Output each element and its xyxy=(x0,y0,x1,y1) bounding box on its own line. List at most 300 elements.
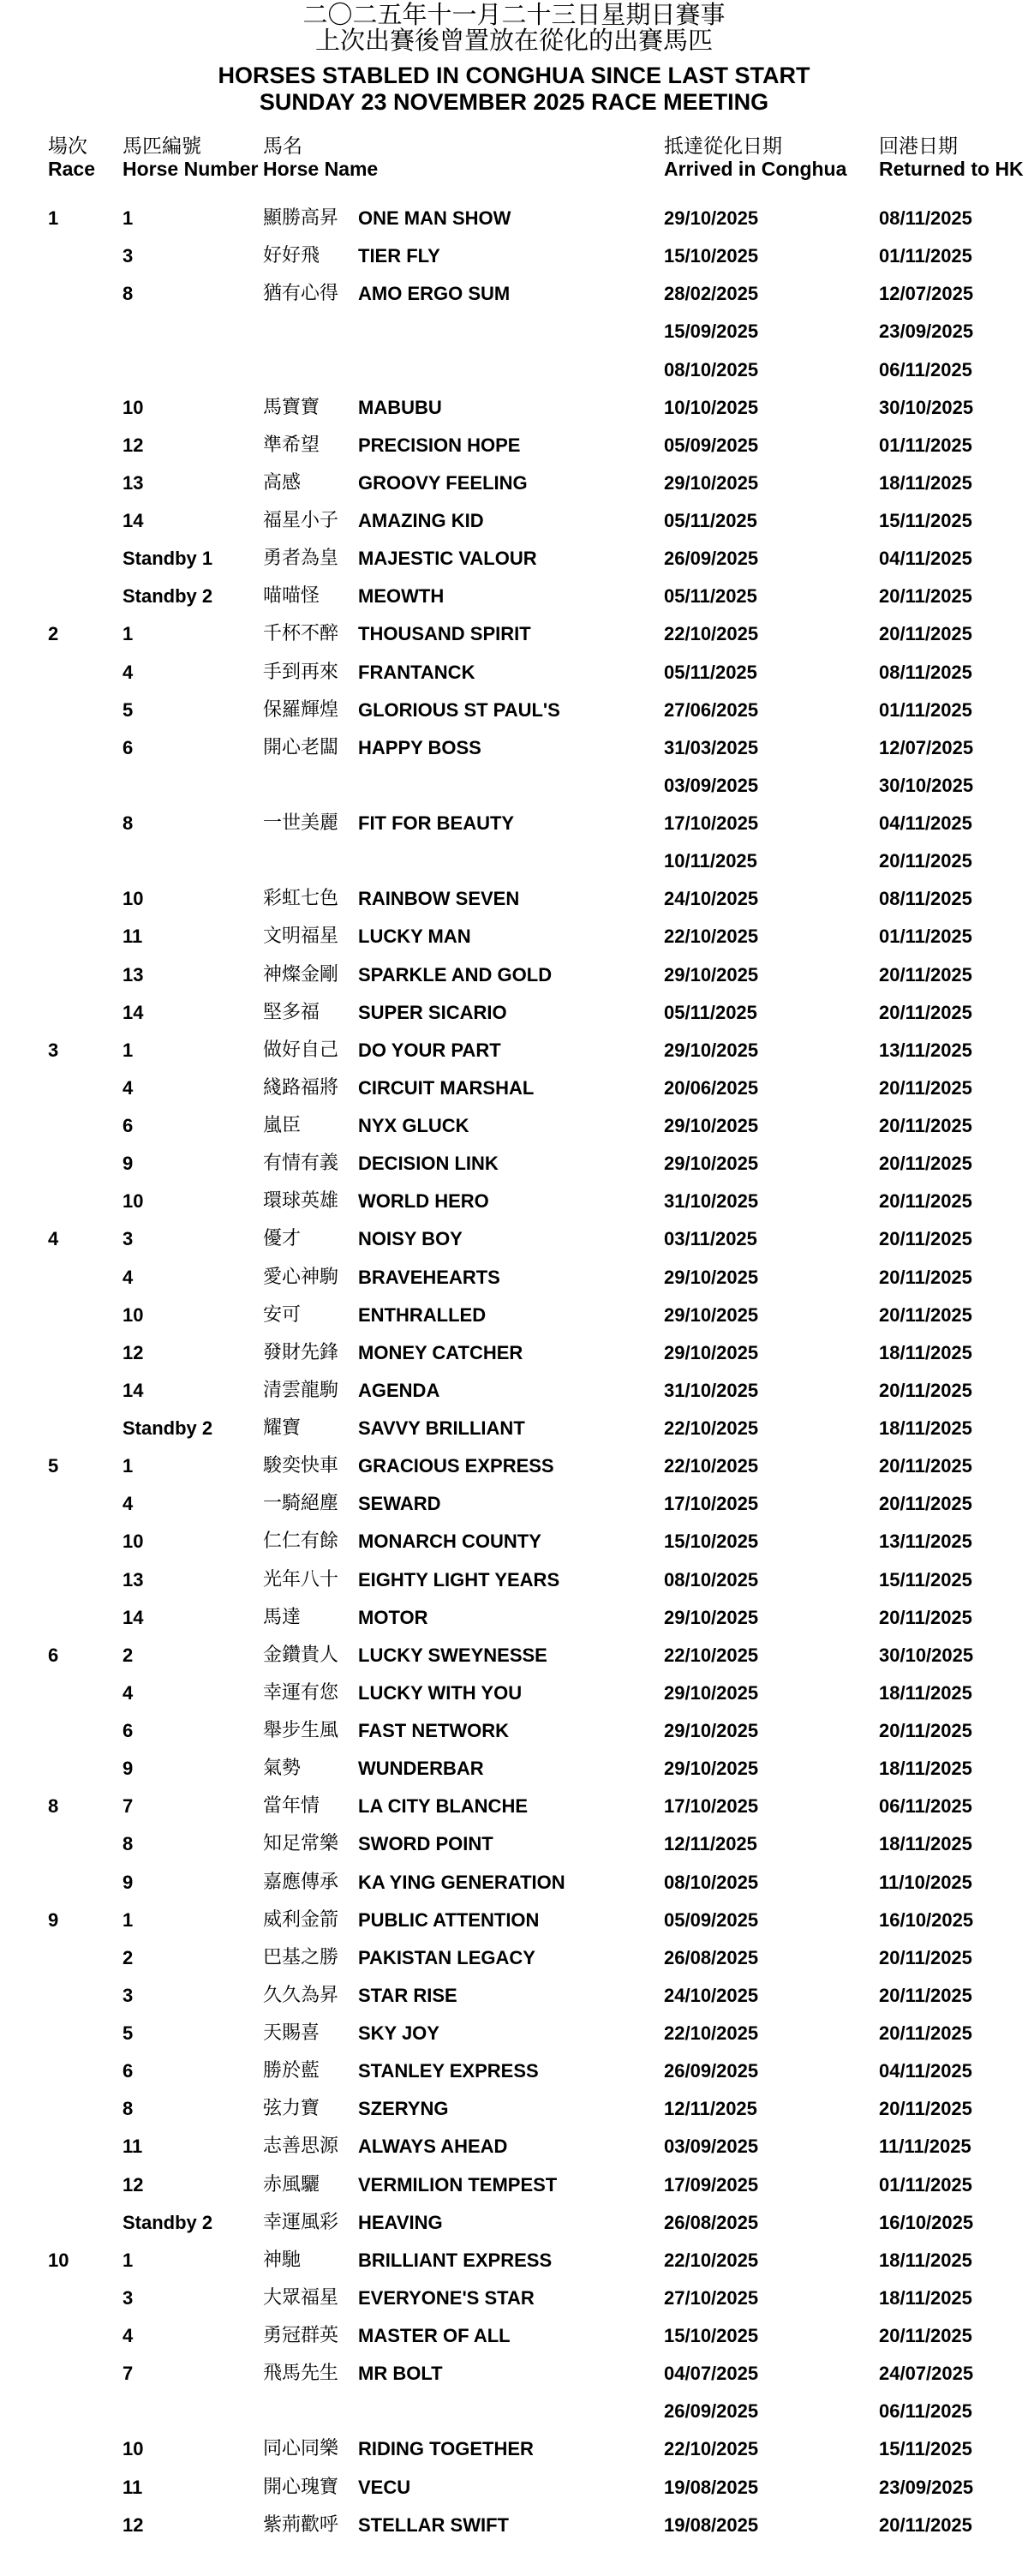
horse-name-en: TIER FLY xyxy=(358,245,440,267)
horse-name-zh: 一世美麗 xyxy=(263,812,339,834)
race-number: 10 xyxy=(48,2249,69,2271)
returned-date: 16/10/2025 xyxy=(879,1908,974,1931)
table-row xyxy=(0,1226,1028,1264)
arrived-date: 29/10/2025 xyxy=(664,471,759,494)
arrived-date: 31/10/2025 xyxy=(664,1379,759,1401)
table-row xyxy=(0,1303,1028,1340)
table-row xyxy=(0,2285,1028,2323)
horse-name-en: KA YING GENERATION xyxy=(358,1871,565,1893)
column-header-returned-zh: 回港日期 xyxy=(879,135,958,158)
horse-name-en: NYX GLUCK xyxy=(358,1115,469,1136)
arrived-date: 26/09/2025 xyxy=(664,548,759,570)
horse-name-zh: 開心老闆 xyxy=(263,736,339,758)
table-row xyxy=(0,1870,1028,1908)
horse-number: 1 xyxy=(123,2249,134,2271)
returned-date: 23/09/2025 xyxy=(879,2476,974,2498)
horse-name-en: BRAVEHEARTS xyxy=(358,1266,500,1288)
arrived-date: 31/03/2025 xyxy=(664,736,759,758)
horse-name-en: MABUBU xyxy=(358,396,442,418)
returned-date: 20/11/2025 xyxy=(879,2513,972,2536)
horse-number: 8 xyxy=(123,812,134,834)
arrived-date: 05/11/2025 xyxy=(664,661,757,683)
horse-name-en: LA CITY BLANCHE xyxy=(358,1795,528,1818)
horse-name-en: WUNDERBAR xyxy=(358,1758,484,1780)
horse-name-en: STANLEY EXPRESS xyxy=(358,2060,539,2082)
arrived-date: 29/10/2025 xyxy=(664,1341,759,1363)
returned-date: 23/09/2025 xyxy=(879,321,974,343)
horse-number: 1 xyxy=(123,207,134,229)
title-zh-line-2: 上次出賽後曾置放在從化的出賽馬匹 xyxy=(314,26,713,55)
table-row xyxy=(0,660,1028,698)
table-row xyxy=(0,962,1028,1000)
returned-date: 30/10/2025 xyxy=(879,1644,974,1666)
horse-number: 4 xyxy=(123,1266,134,1288)
returned-date: 11/10/2025 xyxy=(879,1871,972,1893)
horse-number: 12 xyxy=(123,2173,144,2196)
horse-name-zh: 文明福星 xyxy=(263,926,339,948)
arrived-date: 19/08/2025 xyxy=(664,2513,759,2536)
horse-name-zh: 手到再來 xyxy=(263,661,339,683)
arrived-date: 15/09/2025 xyxy=(664,321,759,343)
horse-name-zh: 神燦金剛 xyxy=(263,963,339,985)
table-row xyxy=(0,1000,1028,1038)
returned-date: 01/11/2025 xyxy=(879,926,972,948)
horse-name-en: RAINBOW SEVEN xyxy=(358,888,520,910)
horse-name-zh: 金鑽貴人 xyxy=(263,1644,339,1666)
horse-name-zh: 嵐臣 xyxy=(263,1115,302,1136)
horse-name-en: PRECISION HOPE xyxy=(358,434,521,456)
horse-name-zh: 威利金箭 xyxy=(263,1908,339,1931)
horse-number: 5 xyxy=(123,2022,134,2044)
returned-date: 20/11/2025 xyxy=(879,1303,972,1326)
horse-number: 10 xyxy=(123,2438,144,2460)
horse-name-en: SEWARD xyxy=(358,1493,441,1515)
race-number: 4 xyxy=(48,1228,59,1250)
horse-name-en: GLORIOUS ST PAUL'S xyxy=(358,698,560,721)
table-row xyxy=(0,1983,1028,2021)
horse-name-en: PUBLIC ATTENTION xyxy=(358,1908,540,1931)
returned-date: 12/07/2025 xyxy=(879,736,974,758)
table-row xyxy=(0,2323,1028,2361)
returned-date: 15/11/2025 xyxy=(879,2438,972,2460)
arrived-date: 29/10/2025 xyxy=(664,1606,759,1628)
arrived-date: 05/11/2025 xyxy=(664,510,757,531)
column-header-horse-name-zh: 馬名 xyxy=(263,135,302,158)
horse-name-zh: 顯勝高昇 xyxy=(263,207,339,229)
table-row xyxy=(0,2248,1028,2285)
table-row xyxy=(0,2096,1028,2134)
horse-name-zh: 彩虹七色 xyxy=(263,888,339,910)
returned-date: 20/11/2025 xyxy=(879,1493,972,1515)
column-header-race-en: Race xyxy=(48,158,95,181)
returned-date: 24/07/2025 xyxy=(879,2363,974,2385)
returned-date: 20/11/2025 xyxy=(879,623,972,645)
arrived-date: 31/10/2025 xyxy=(664,1190,759,1213)
horse-name-en: FRANTANCK xyxy=(358,661,475,683)
horse-name-en: ALWAYS AHEAD xyxy=(358,2136,508,2158)
arrived-date: 29/10/2025 xyxy=(664,963,759,985)
returned-date: 15/11/2025 xyxy=(879,1568,972,1591)
column-header-horse-name xyxy=(263,135,378,181)
horse-number: Standby 2 xyxy=(123,1417,213,1439)
column-header-race-zh: 場次 xyxy=(48,135,87,158)
horse-name-en: AGENDA xyxy=(358,1379,440,1401)
table-row xyxy=(0,2361,1028,2399)
returned-date: 15/11/2025 xyxy=(879,510,972,531)
horse-name-en: GRACIOUS EXPRESS xyxy=(358,1455,554,1477)
table-row xyxy=(0,848,1028,886)
arrived-date: 29/10/2025 xyxy=(664,1758,759,1780)
horse-number: 4 xyxy=(123,1076,134,1099)
returned-date: 20/11/2025 xyxy=(879,850,972,872)
horse-name-zh: 耀寶 xyxy=(263,1417,302,1439)
horse-name-zh: 赤風驪 xyxy=(263,2173,320,2196)
horse-name-en: SKY JOY xyxy=(358,2022,439,2044)
title-en-line-1: HORSES STABLED IN CONGHUA SINCE LAST START xyxy=(218,63,810,88)
arrived-date: 22/10/2025 xyxy=(664,1644,759,1666)
arrived-date: 29/10/2025 xyxy=(664,1039,759,1061)
horse-number: 10 xyxy=(123,396,144,418)
horse-number: 10 xyxy=(123,1531,144,1553)
horse-name-zh: 好好飛 xyxy=(263,245,320,267)
horse-name-zh: 保羅輝煌 xyxy=(263,698,339,721)
horse-name-zh: 勇者為皇 xyxy=(263,548,339,570)
horse-number: 6 xyxy=(123,1720,134,1741)
arrived-date: 22/10/2025 xyxy=(664,2022,759,2044)
horse-number: 5 xyxy=(123,698,134,721)
horse-name-zh: 環球英雄 xyxy=(263,1190,339,1213)
arrived-date: 29/10/2025 xyxy=(664,1303,759,1326)
returned-date: 13/11/2025 xyxy=(879,1039,972,1061)
horse-name-zh: 優才 xyxy=(263,1228,302,1250)
arrived-date: 22/10/2025 xyxy=(664,1455,759,1477)
returned-date: 18/11/2025 xyxy=(879,1833,972,1855)
arrived-date: 20/06/2025 xyxy=(664,1076,759,1099)
horse-name-zh: 氣勢 xyxy=(263,1758,302,1780)
horse-number: 4 xyxy=(123,1493,134,1515)
table-row xyxy=(0,395,1028,433)
horse-name-zh: 巴基之勝 xyxy=(263,1946,339,1968)
table-row xyxy=(0,1908,1028,1945)
horse-name-en: BRILLIANT EXPRESS xyxy=(358,2249,553,2271)
horse-name-en: NOISY BOY xyxy=(358,1228,463,1250)
returned-date: 30/10/2025 xyxy=(879,396,974,418)
arrived-date: 03/09/2025 xyxy=(664,774,759,796)
horse-number: 14 xyxy=(123,510,144,531)
horse-name-en: LUCKY MAN xyxy=(358,926,471,948)
table-row xyxy=(0,886,1028,924)
horse-number: Standby 2 xyxy=(123,585,213,608)
arrived-date: 22/10/2025 xyxy=(664,926,759,948)
returned-date: 06/11/2025 xyxy=(879,2400,972,2423)
table-row xyxy=(0,1378,1028,1416)
table-row xyxy=(0,1794,1028,1831)
returned-date: 06/11/2025 xyxy=(879,1795,972,1818)
race-number: 1 xyxy=(48,207,59,229)
horse-name-zh: 福星小子 xyxy=(263,510,339,531)
returned-date: 18/11/2025 xyxy=(879,1758,972,1780)
table-row xyxy=(0,698,1028,735)
table-row xyxy=(0,621,1028,659)
table-row xyxy=(0,2399,1028,2436)
race-number: 9 xyxy=(48,1908,59,1931)
arrived-date: 29/10/2025 xyxy=(664,207,759,229)
table-row xyxy=(0,319,1028,356)
arrived-date: 26/09/2025 xyxy=(664,2400,759,2423)
arrived-date: 17/10/2025 xyxy=(664,1795,759,1818)
arrived-date: 12/11/2025 xyxy=(664,2098,757,2120)
horse-name-zh: 當年情 xyxy=(263,1795,320,1818)
arrived-date: 29/10/2025 xyxy=(664,1266,759,1288)
horse-name-zh: 高感 xyxy=(263,471,302,494)
horse-name-zh: 大眾福星 xyxy=(263,2286,339,2309)
horse-name-en: LUCKY SWEYNESSE xyxy=(358,1644,547,1666)
returned-date: 20/11/2025 xyxy=(879,1720,972,1741)
horse-number: 7 xyxy=(123,2363,134,2385)
returned-date: 11/11/2025 xyxy=(879,2136,971,2158)
returned-date: 20/11/2025 xyxy=(879,2098,972,2120)
returned-date: 20/11/2025 xyxy=(879,2022,972,2044)
horse-name-en: MAJESTIC VALOUR xyxy=(358,548,537,570)
arrived-date: 27/06/2025 xyxy=(664,698,759,721)
horse-number: 8 xyxy=(123,283,134,305)
horse-name-zh: 千杯不醉 xyxy=(263,623,339,645)
returned-date: 20/11/2025 xyxy=(879,1001,972,1023)
arrived-date: 05/09/2025 xyxy=(664,1908,759,1931)
column-header-arrived xyxy=(664,135,846,181)
returned-date: 18/11/2025 xyxy=(879,1417,972,1439)
returned-date: 20/11/2025 xyxy=(879,1190,972,1213)
arrived-date: 28/02/2025 xyxy=(664,283,759,305)
table-row xyxy=(0,2058,1028,2096)
horse-name-zh: 同心同樂 xyxy=(263,2438,339,2460)
horse-number: 4 xyxy=(123,661,134,683)
horse-name-zh: 發財先鋒 xyxy=(263,1341,339,1363)
horse-name-en: RIDING TOGETHER xyxy=(358,2438,534,2460)
returned-date: 18/11/2025 xyxy=(879,2286,972,2309)
returned-date: 01/11/2025 xyxy=(879,434,972,456)
horse-number: 11 xyxy=(123,2476,143,2498)
horse-name-zh: 開心瑰寶 xyxy=(263,2476,339,2498)
horse-name-en: MASTER OF ALL xyxy=(358,2325,511,2346)
table-row xyxy=(0,2475,1028,2513)
horse-name-en: EIGHTY LIGHT YEARS xyxy=(358,1568,560,1591)
horse-name-en: AMAZING KID xyxy=(358,510,484,531)
horse-number: 6 xyxy=(123,736,134,758)
returned-date: 18/11/2025 xyxy=(879,1341,972,1363)
table-row xyxy=(0,1718,1028,1756)
horse-number: 4 xyxy=(123,2325,134,2346)
horse-name-zh: 飛馬先生 xyxy=(263,2363,339,2385)
race-number: 5 xyxy=(48,1455,59,1477)
horse-name-zh: 馬寶寶 xyxy=(263,396,320,418)
horse-name-en: HAPPY BOSS xyxy=(358,736,481,758)
returned-date: 20/11/2025 xyxy=(879,585,972,608)
table-row xyxy=(0,735,1028,773)
returned-date: 08/11/2025 xyxy=(879,207,972,229)
arrived-date: 10/11/2025 xyxy=(664,850,757,872)
arrived-date: 17/10/2025 xyxy=(664,812,759,834)
table-row xyxy=(0,1416,1028,1453)
horse-name-en: WORLD HERO xyxy=(358,1190,489,1213)
horse-number: 6 xyxy=(123,2060,134,2082)
horse-name-en: MOTOR xyxy=(358,1606,428,1628)
horse-number: 2 xyxy=(123,1946,134,1968)
horse-number: 11 xyxy=(123,2136,143,2158)
arrived-date: 15/10/2025 xyxy=(664,245,759,267)
returned-date: 08/11/2025 xyxy=(879,888,972,910)
returned-date: 30/10/2025 xyxy=(879,774,974,796)
horse-number: 14 xyxy=(123,1606,144,1628)
horse-number: 1 xyxy=(123,623,134,645)
horse-number: Standby 2 xyxy=(123,2211,213,2233)
horse-name-zh: 綫路福將 xyxy=(263,1076,339,1099)
table-row xyxy=(0,1643,1028,1680)
table-row xyxy=(0,1189,1028,1226)
horse-number: 1 xyxy=(123,1455,134,1477)
race-number: 8 xyxy=(48,1795,59,1818)
horse-name-zh: 安可 xyxy=(263,1303,302,1326)
horse-name-en: STAR RISE xyxy=(358,1984,457,2006)
column-header-returned-en: Returned to HK xyxy=(879,158,1024,181)
table-row xyxy=(0,2436,1028,2474)
arrived-date: 29/10/2025 xyxy=(664,1720,759,1741)
horse-name-en: HEAVING xyxy=(358,2211,443,2233)
arrived-date: 12/11/2025 xyxy=(664,1833,757,1855)
returned-date: 20/11/2025 xyxy=(879,1228,972,1250)
arrived-date: 29/10/2025 xyxy=(664,1681,759,1704)
returned-date: 20/11/2025 xyxy=(879,1076,972,1099)
arrived-date: 22/10/2025 xyxy=(664,2249,759,2271)
table-row xyxy=(0,1680,1028,1718)
table-row xyxy=(0,508,1028,546)
horse-name-zh: 仁仁有餘 xyxy=(263,1531,339,1553)
horse-name-en: SUPER SICARIO xyxy=(358,1001,507,1023)
horse-number: 3 xyxy=(123,245,134,267)
arrived-date: 24/10/2025 xyxy=(664,888,759,910)
horse-number: 7 xyxy=(123,1795,134,1818)
arrived-date: 24/10/2025 xyxy=(664,1984,759,2006)
returned-date: 20/11/2025 xyxy=(879,1115,972,1136)
arrived-date: 10/10/2025 xyxy=(664,396,759,418)
horse-name-en: SWORD POINT xyxy=(358,1833,493,1855)
horse-name-zh: 知足常樂 xyxy=(263,1833,339,1855)
title-en-line-2: SUNDAY 23 NOVEMBER 2025 RACE MEETING xyxy=(259,89,769,115)
returned-date: 16/10/2025 xyxy=(879,2211,974,2233)
table-row xyxy=(0,1265,1028,1303)
horse-name-zh: 愛心神駒 xyxy=(263,1266,339,1288)
table-row xyxy=(0,1491,1028,1529)
returned-date: 01/11/2025 xyxy=(879,2173,972,2196)
horse-name-en: MR BOLT xyxy=(358,2363,443,2385)
returned-date: 20/11/2025 xyxy=(879,1455,972,1477)
arrived-date: 03/09/2025 xyxy=(664,2136,759,2158)
returned-date: 20/11/2025 xyxy=(879,963,972,985)
horse-name-en: DECISION LINK xyxy=(358,1153,499,1175)
returned-date: 18/11/2025 xyxy=(879,471,972,494)
arrived-date: 19/08/2025 xyxy=(664,2476,759,2498)
column-headers xyxy=(0,135,1028,187)
horse-name-en: ENTHRALLED xyxy=(358,1303,487,1326)
horse-name-en: FAST NETWORK xyxy=(358,1720,509,1741)
horse-name-en: MONEY CATCHER xyxy=(358,1341,523,1363)
horse-name-en: SPARKLE AND GOLD xyxy=(358,963,553,985)
column-header-race xyxy=(48,135,95,181)
horse-name-en: CIRCUIT MARSHAL xyxy=(358,1076,535,1099)
arrived-date: 03/11/2025 xyxy=(664,1228,757,1250)
horse-name-en: MONARCH COUNTY xyxy=(358,1531,541,1553)
horse-number: 10 xyxy=(123,1190,144,1213)
arrived-date: 26/08/2025 xyxy=(664,1946,759,1968)
column-header-returned xyxy=(879,135,1024,181)
horse-name-en: SAVVY BRILLIANT xyxy=(358,1417,525,1439)
table-row xyxy=(0,1038,1028,1075)
horse-name-en: EVERYONE'S STAR xyxy=(358,2286,535,2309)
returned-date: 04/11/2025 xyxy=(879,2060,972,2082)
table-row xyxy=(0,1945,1028,1983)
table-row xyxy=(0,1567,1028,1605)
column-header-horse-number-en: Horse Number xyxy=(123,158,259,181)
horse-number: 4 xyxy=(123,1681,134,1704)
table-row xyxy=(0,470,1028,508)
returned-date: 20/11/2025 xyxy=(879,1946,972,1968)
table-row xyxy=(0,1340,1028,1378)
race-number: 2 xyxy=(48,623,59,645)
horse-number: 8 xyxy=(123,1833,134,1855)
table-row xyxy=(0,2134,1028,2172)
table-row xyxy=(0,206,1028,243)
horse-name-en: AMO ERGO SUM xyxy=(358,283,511,305)
horse-name-en: DO YOUR PART xyxy=(358,1039,501,1061)
horse-name-zh: 久久為昇 xyxy=(263,1984,339,2006)
returned-date: 12/07/2025 xyxy=(879,283,974,305)
horse-name-en: ONE MAN SHOW xyxy=(358,207,511,229)
race-number: 3 xyxy=(48,1039,59,1061)
horse-name-zh: 堅多福 xyxy=(263,1001,320,1023)
horse-name-en: THOUSAND SPIRIT xyxy=(358,623,531,645)
horse-name-zh: 天賜喜 xyxy=(263,2022,320,2044)
column-header-horse-number-zh: 馬匹編號 xyxy=(123,135,201,158)
arrived-date: 29/10/2025 xyxy=(664,1153,759,1175)
horse-number: 10 xyxy=(123,1303,144,1326)
horse-number: 13 xyxy=(123,471,144,494)
title-zh-line-1: 二〇二五年十一月二十三日星期日賽事 xyxy=(302,0,726,29)
arrived-date: 22/10/2025 xyxy=(664,2438,759,2460)
column-header-horse-name-en: Horse Name xyxy=(263,158,379,181)
arrived-date: 08/10/2025 xyxy=(664,358,759,380)
returned-date: 13/11/2025 xyxy=(879,1531,972,1553)
arrived-date: 17/09/2025 xyxy=(664,2173,759,2196)
horse-number: 2 xyxy=(123,1644,134,1666)
horse-number: 3 xyxy=(123,2286,134,2309)
horse-name-zh: 志善思源 xyxy=(263,2136,339,2158)
horse-number: 10 xyxy=(123,888,144,910)
table-row xyxy=(0,811,1028,848)
column-header-arrived-zh: 抵達從化日期 xyxy=(664,135,782,158)
horse-name-en: SZERYNG xyxy=(358,2098,449,2120)
table-row xyxy=(0,2210,1028,2248)
horse-number: 12 xyxy=(123,2513,144,2536)
table-row xyxy=(0,2172,1028,2210)
horse-name-en: MEOWTH xyxy=(358,585,445,608)
horse-name-zh: 有情有義 xyxy=(263,1153,339,1175)
table-row xyxy=(0,1113,1028,1151)
returned-date: 20/11/2025 xyxy=(879,1153,972,1175)
horse-number: 9 xyxy=(123,1758,134,1780)
table-row xyxy=(0,357,1028,395)
horse-name-en: GROOVY FEELING xyxy=(358,471,528,494)
arrived-date: 15/10/2025 xyxy=(664,2325,759,2346)
